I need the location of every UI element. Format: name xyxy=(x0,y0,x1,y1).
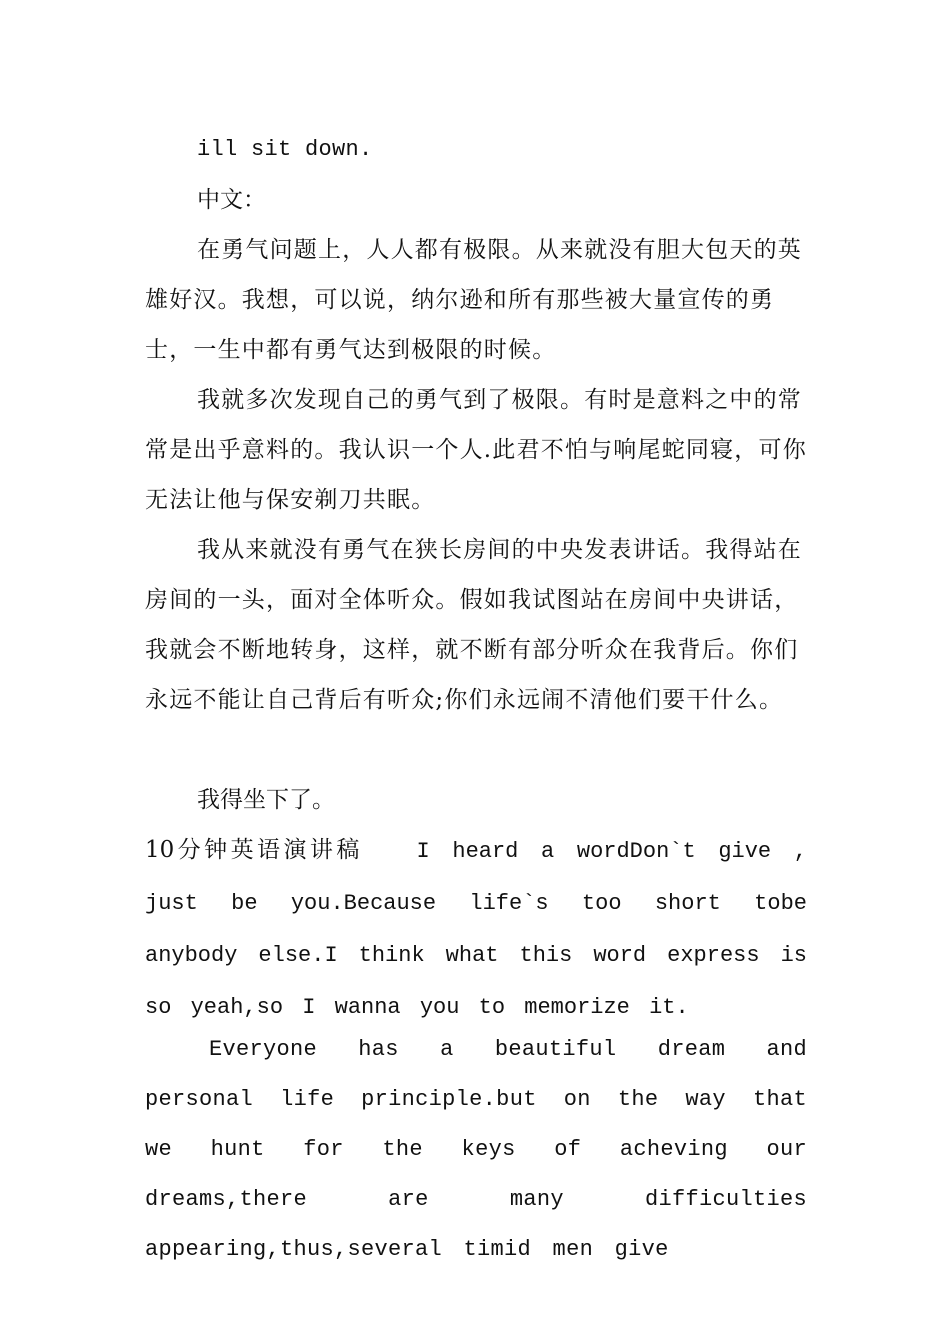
chinese-paragraph-1: 在勇气问题上，人人都有极限。从来就没有胆大包天的英雄好汉。我想，可以说，纳尔逊和所有那些被大量宣传的勇士，一生中都有勇气达到极限的时候。 xyxy=(145,237,802,363)
english-fragment-line: ill sit down. xyxy=(197,137,373,162)
speech-second-paragraph: Everyone has a beautiful dream and personal life principle.but on the way that we hunt for the keys of acheving our dreams,there are many difficulties appearing,thus,several timid men give xyxy=(145,1037,807,1262)
chinese-paragraph-2: 我就多次发现自己的勇气到了极限。有时是意料之中的常常是出乎意料的。我认识一个人.此君不怕与响尾蛇同寝，可你无法让他与保安剃刀共眠。 xyxy=(145,387,807,513)
chinese-label: 中文： xyxy=(197,187,266,213)
chinese-paragraph-3: 我从来就没有勇气在狭长房间的中央发表讲话。我得站在房间的一头，面对全体听众。假如我试图站在房间中央讲话，我就会不断地转身，这样，就不断有部分听众在我背后。你们永远不能让自己背后有听众;你们永远闹不清他们要干什么。 xyxy=(145,537,802,713)
chinese-paragraph-4: 我得坐下了。 xyxy=(197,787,335,813)
speech-section-title: 10分钟英语演讲稿 xyxy=(145,837,363,863)
speech-section-first-paragraph xyxy=(145,825,807,1033)
speech-opening-text: I heard a wordDon`t give , just be you.Because life`s too short tobe anybody else.I think what this word express is so yeah,so I wanna you to memorize it. xyxy=(145,839,807,1020)
